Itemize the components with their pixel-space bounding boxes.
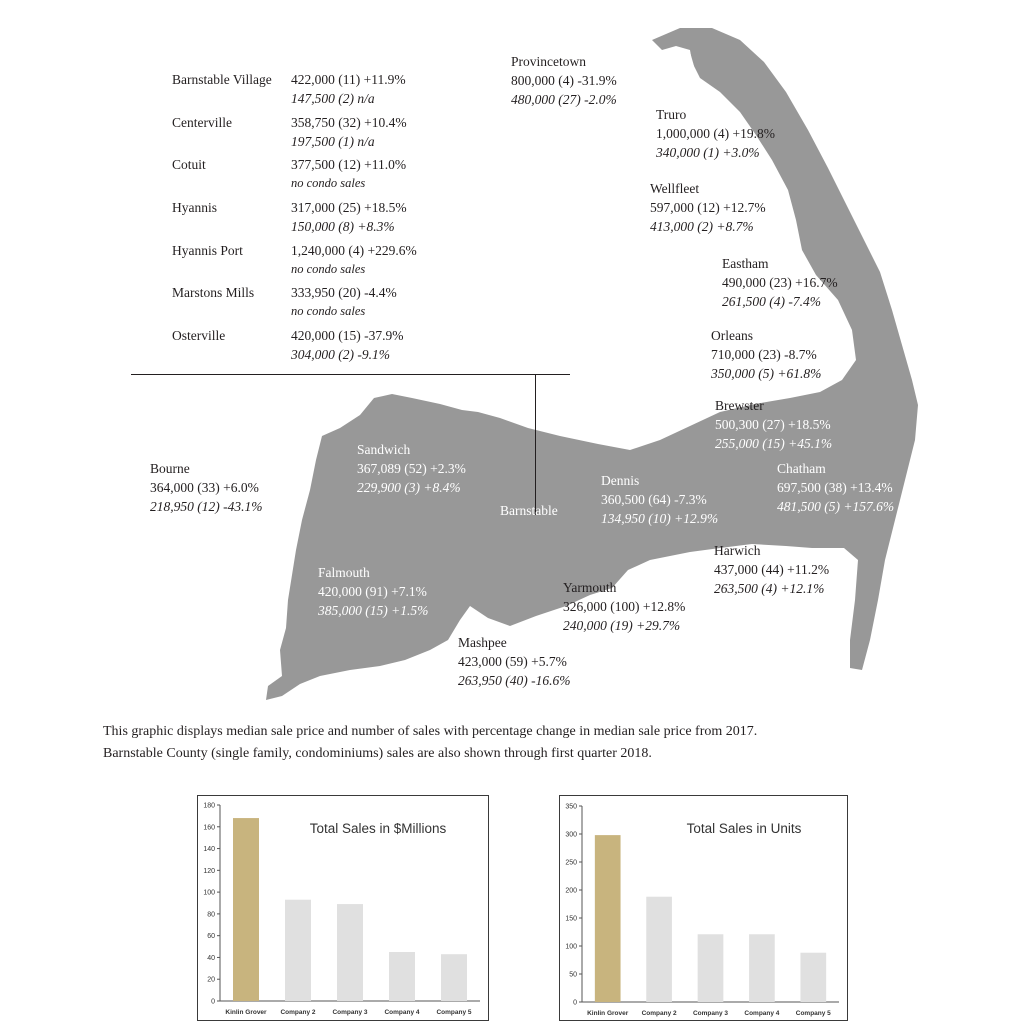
chart-title: Total Sales in Units [686,821,802,836]
condo-stat: 240,000 (19) +29.7% [563,618,681,633]
single-family-stat: 1,000,000 (4) +19.8% [656,126,775,141]
town-name: Hyannis [172,200,217,215]
chart-sales-millions [197,795,489,1021]
bar [285,900,311,1001]
single-family-stat: 697,500 (38) +13.4% [777,480,893,495]
single-family-stat: 358,750 (32) +10.4% [291,115,407,130]
town-label-chatham [777,459,894,516]
single-family-stat: 597,000 (12) +12.7% [650,200,766,215]
condo-stat: 385,000 (15) +1.5% [318,603,429,618]
condo-stat: 350,000 (5) +61.8% [711,366,822,381]
town-label-dennis [601,471,718,528]
caption-line: This graphic displays median sale price and number of sales with percentage change in median sale price from 2017. [103,724,758,739]
x-tick-label: Company 2 [641,1010,677,1017]
y-tick-label: 200 [565,887,577,895]
condo-stat: 218,950 (12) -43.1% [150,499,263,514]
town-label-sandwich [357,440,466,497]
y-tick-label: 40 [207,954,215,962]
bar [389,952,415,1001]
single-family-stat: 377,500 (12) +11.0% [291,157,407,172]
x-tick-label: Company 5 [795,1010,831,1017]
town-name: Centerville [172,115,232,130]
single-family-stat: 367,089 (52) +2.3% [357,461,466,476]
y-tick-label: 80 [207,911,215,919]
bar [646,897,672,1002]
town-name: Dennis [601,473,640,488]
town-name: Truro [656,107,687,122]
town-name: Bourne [150,461,190,476]
x-tick-label: Company 3 [332,1009,368,1016]
condo-stat: 340,000 (1) +3.0% [656,145,760,160]
condo-stat: 255,000 (15) +45.1% [715,436,833,451]
town-label-bourne [150,459,262,516]
condo-stat: 480,000 (27) -2.0% [511,92,617,107]
single-family-stat: 420,000 (91) +7.1% [318,584,427,599]
town-name: Harwich [714,543,761,558]
y-tick-label: 0 [211,998,215,1006]
bar [698,934,724,1002]
town-label-truro [656,105,775,162]
town-label-eastham [722,254,838,311]
town-name: Sandwich [357,442,411,457]
y-tick-label: 160 [203,824,215,832]
single-family-stat: 423,000 (59) +5.7% [458,654,567,669]
y-tick-label: 120 [203,867,215,875]
single-family-stat: 333,950 (20) -4.4% [291,285,397,300]
town-label-wellfleet [650,179,766,236]
bar [595,835,621,1002]
condo-stat: no condo sales [291,304,366,318]
condo-stat: 229,900 (3) +8.4% [357,480,461,495]
caption-line: Barnstable County (single family, condominiums) sales are also shown through first quarter 2018. [103,746,652,761]
town-name: Barnstable Village [172,72,272,87]
chart-title: Total Sales in $Millions [309,821,447,836]
town-label-provincetown [511,52,617,109]
y-tick-label: 60 [207,933,215,941]
single-family-stat: 422,000 (11) +11.9% [291,72,406,87]
y-tick-label: 180 [203,802,215,810]
single-family-stat: 437,000 (44) +11.2% [714,562,830,577]
bar [800,953,826,1002]
town-name: Chatham [777,461,826,476]
single-family-stat: 500,300 (27) +18.5% [715,417,831,432]
single-family-stat: 710,000 (23) -8.7% [711,347,817,362]
town-name: Cotuit [172,157,206,172]
y-tick-label: 0 [573,999,577,1007]
condo-stat: 263,950 (40) -16.6% [458,673,571,688]
x-tick-label: Kinlin Grover [587,1010,629,1017]
caption [103,721,757,765]
y-tick-label: 50 [569,971,577,979]
x-tick-label: Company 3 [692,1010,729,1017]
town-name: Hyannis Port [172,243,243,258]
town-label-falmouth [318,563,428,620]
single-family-stat: 326,000 (100) +12.8% [563,599,686,614]
y-tick-label: 150 [565,915,577,923]
chart-sales-units [559,795,848,1021]
condo-stat: 147,500 (2) n/a [291,91,375,106]
single-family-stat: 364,000 (33) +6.0% [150,480,259,495]
condo-stat: 197,500 (1) n/a [291,134,375,149]
y-tick-label: 100 [203,889,215,897]
condo-stat: 481,500 (5) +157.6% [777,499,895,514]
provincetown-hook-water [672,52,694,70]
town-name: Orleans [711,328,753,343]
town-name: Yarmouth [563,580,617,595]
town-name: Osterville [172,328,226,343]
town-label-orleans [711,326,821,383]
y-tick-label: 300 [565,831,577,839]
y-tick-label: 250 [565,859,577,867]
condo-stat: no condo sales [291,262,366,276]
condo-stat: no condo sales [291,176,366,190]
condo-stat: 150,000 (8) +8.3% [291,219,395,234]
single-family-stat: 317,000 (25) +18.5% [291,200,407,215]
condo-stat: 413,000 (2) +8.7% [650,219,754,234]
condo-stat: 263,500 (4) +12.1% [714,581,825,596]
single-family-stat: 490,000 (23) +16.7% [722,275,838,290]
bar [337,904,363,1001]
condo-stat: 134,950 (10) +12.9% [601,511,719,526]
y-tick-label: 100 [565,943,577,951]
barnstable-label: Barnstable [500,503,558,518]
x-tick-label: Company 5 [436,1009,472,1016]
town-name: Eastham [722,256,769,271]
y-tick-label: 350 [565,803,577,811]
x-tick-label: Kinlin Grover [225,1009,267,1016]
single-family-stat: 420,000 (15) -37.9% [291,328,404,343]
town-name: Brewster [715,398,764,413]
x-tick-label: Company 2 [280,1009,316,1016]
barnstable-pointer-line [535,375,536,515]
x-tick-label: Company 4 [744,1010,780,1017]
bar-chart-svg [560,796,847,1020]
x-tick-label: Company 4 [384,1009,420,1016]
bar [441,954,467,1001]
town-label-yarmouth [563,578,685,635]
town-name: Mashpee [458,635,507,650]
y-tick-label: 20 [207,976,215,984]
single-family-stat: 360,500 (64) -7.3% [601,492,707,507]
condo-stat: 261,500 (4) -7.4% [722,294,821,309]
town-name: Falmouth [318,565,370,580]
single-family-stat: 1,240,000 (4) +229.6% [291,243,417,258]
town-label-harwich [714,541,829,598]
town-name: Provincetown [511,54,586,69]
bar [233,818,259,1001]
table-divider-line [131,374,570,375]
single-family-stat: 800,000 (4) -31.9% [511,73,617,88]
condo-stat: 304,000 (2) -9.1% [291,347,390,362]
bar-chart-svg [198,796,488,1020]
town-label-brewster [715,396,832,453]
bar [749,934,775,1002]
y-tick-label: 140 [203,846,215,854]
town-label-mashpee [458,633,570,690]
town-name: Wellfleet [650,181,700,196]
town-name: Marstons Mills [172,285,255,300]
